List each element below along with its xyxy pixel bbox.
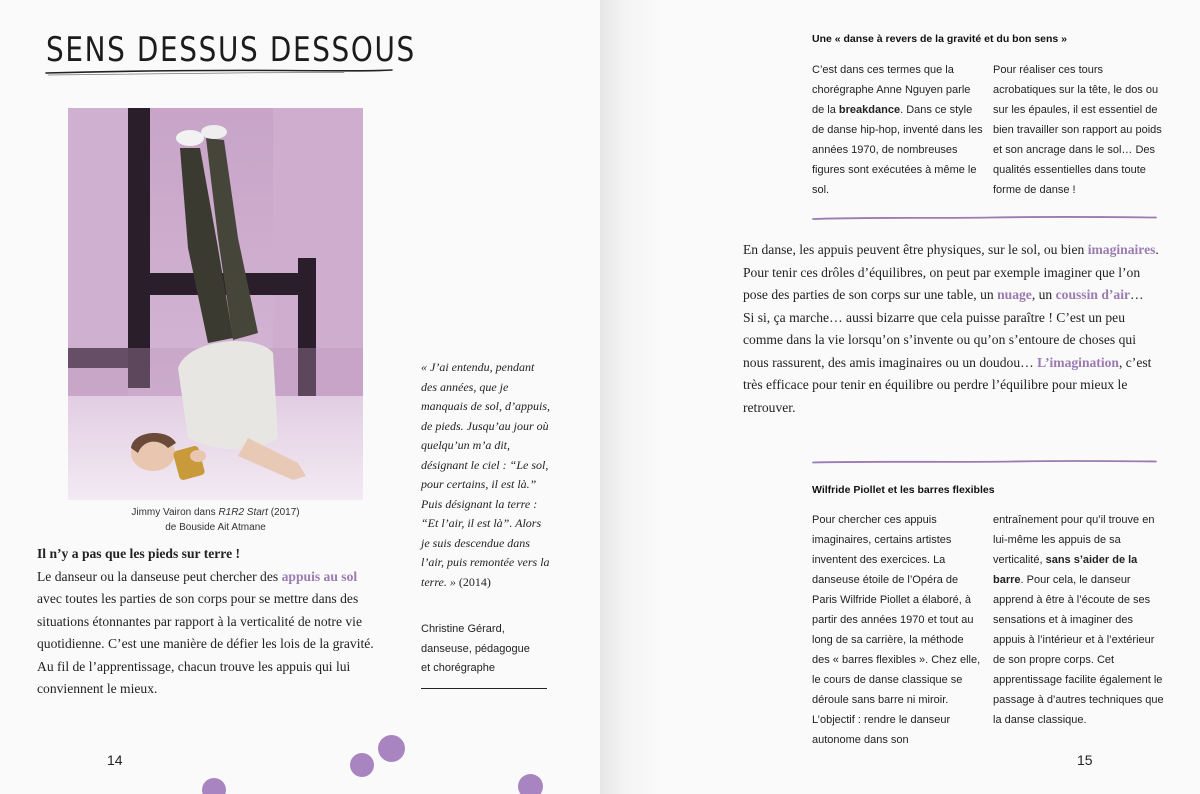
quote-rule <box>421 688 547 689</box>
quote-text <box>421 358 551 592</box>
page-number-right: 15 <box>1077 752 1093 768</box>
quote-author-name: Christine Gérard, <box>421 623 505 635</box>
lead-text-2: avec toutes les parties de son corps pour se mettre dans des situations étonnantes par rapport à la verticalité de notre vie quotidienne. C’est une manière de défier les lois de la gravité. Au fil de l’apprentissage, chacun trouve les appuis qui lui conviennent le mieux. <box>37 591 374 696</box>
photo-caption <box>68 505 363 535</box>
decorative-dot <box>378 735 405 762</box>
caption-year: (2017) <box>267 507 300 518</box>
mid-accent-2: nuage <box>997 287 1032 302</box>
box2-col2-text-b: . Pour cela, le danseur apprend à être à l’écoute de ses sensations et à imaginer des appuis à l’intérieur et à l’extérieur de son propre corps. Cet apprentissage facilite également le passage à d’autres techniques que la danse classique. <box>993 574 1164 726</box>
caption-line2: de Bouside Ait Atmane <box>165 522 266 533</box>
mid-text-5: Si si, ça marche… aussi bizarre que cela puisse paraître ! C’est un peu comme dans la vie lorsqu’on s’invente ou qu’on s’entoure de choses qui nous rassurent, des amis imaginaires ou un doudou… <box>743 309 1136 370</box>
lead-text-1: Le danseur ou la danseuse peut chercher des <box>37 568 282 584</box>
dancer-photo <box>68 108 363 500</box>
quote-year: (2014) <box>455 574 491 589</box>
lead-paragraph <box>37 543 382 701</box>
title-underline <box>44 66 394 78</box>
box1-col1 <box>812 60 984 200</box>
box1-col1-text-a: C’est dans ces termes que la chorégraphe Anne Nguyen parle de la <box>812 64 971 116</box>
box1-col1-text-b: . Dans ce style de danse hip-hop, inventé dans les années 1970, de nombreuses figures sont exécutées à même le sol. <box>812 104 983 196</box>
mid-text-1: En danse, les appuis peuvent être physiques, sur le sol, ou bien <box>743 242 1088 257</box>
mid-accent-3: coussin d’air <box>1055 287 1131 302</box>
box1-col2: Pour réaliser ces tours acrobatiques sur la tête, le dos ou sur les épaules, il est essentiel de bien travailler son rapport au poids et son ancrage dans le sol… Des qualités essentielles dans toute forme de danse ! <box>993 64 1162 196</box>
box2-col2-bold: sans s’aider de la barre <box>993 554 1138 586</box>
lead-heading: Il n’y a pas que les pieds sur terre ! <box>37 546 241 561</box>
quote-author-role-1: danseuse, pédagogue <box>421 642 530 655</box>
mid-accent-1: imaginaires <box>1087 242 1156 257</box>
mid-text-2: . Pour tenir ces drôles d’équilibres, on peut par exemple imaginer que l’on pose des parties de son corps sur une table, un <box>743 242 1159 302</box>
box2-col2-text-a: entraînement pour qu’il trouve en lui-même les appuis de sa verticalité, <box>993 514 1155 566</box>
box1-title: Une « danse à revers de la gravité et du bon sens » <box>812 33 1068 45</box>
mid-text-4: … <box>1130 287 1144 302</box>
wavy-divider <box>812 214 1157 222</box>
right-page <box>600 0 1200 794</box>
decorative-dot <box>350 753 374 777</box>
mid-text-3: , un <box>1031 287 1056 302</box>
mid-text-6: , c’est très efficace pour tenir en équilibre ou perdre l’équilibre pour mieux le retrouver. <box>743 354 1152 415</box>
decorative-dot <box>518 774 543 794</box>
page-number-left: 14 <box>107 752 123 768</box>
caption-pre: Jimmy Vairon dans <box>131 507 219 518</box>
mid-accent-4: L’imagination <box>1037 354 1119 370</box>
quote-body: « J’ai entendu, pendant des années, que je manquais de sol, d’appuis, de pieds. Jusqu’au jour où quelqu’un m’a dit, désignant le ciel : “Le sol, pour certains, il est là.” Puis désignant la terre : “Et l’air, il est là”. Alors je suis descendue dans l’air, puis remontée vers la terre. » <box>421 360 550 589</box>
box1-col1-bold: breakdance <box>838 104 901 116</box>
box2-col2 <box>993 510 1165 730</box>
middle-paragraph <box>743 239 1163 419</box>
decorative-dot <box>202 778 226 794</box>
quote-author-role-2: et chorégraphe <box>421 662 495 674</box>
box2-title: Wilfride Piollet et les barres flexibles <box>812 484 995 496</box>
lead-accent: appuis au sol <box>281 568 358 584</box>
box2-col1: Pour chercher ces appuis imaginaires, certains artistes inventent des exercices. La danseuse étoile de l’Opéra de Paris Wilfride Piollet a élaboré, à partir des années 1970 et tout au long de sa carrière, la méthode des « barres flexibles ». Chez elle, le cours de danse classique se déroule sans barre ni miroir. L’objectif : rendre le danseur autonome dans son <box>812 514 981 746</box>
caption-work: R1R2 Start <box>218 507 268 518</box>
page-title: SENS DESSUS DESSOUS <box>46 30 416 70</box>
quote-author <box>421 620 551 679</box>
wavy-divider <box>812 458 1157 466</box>
